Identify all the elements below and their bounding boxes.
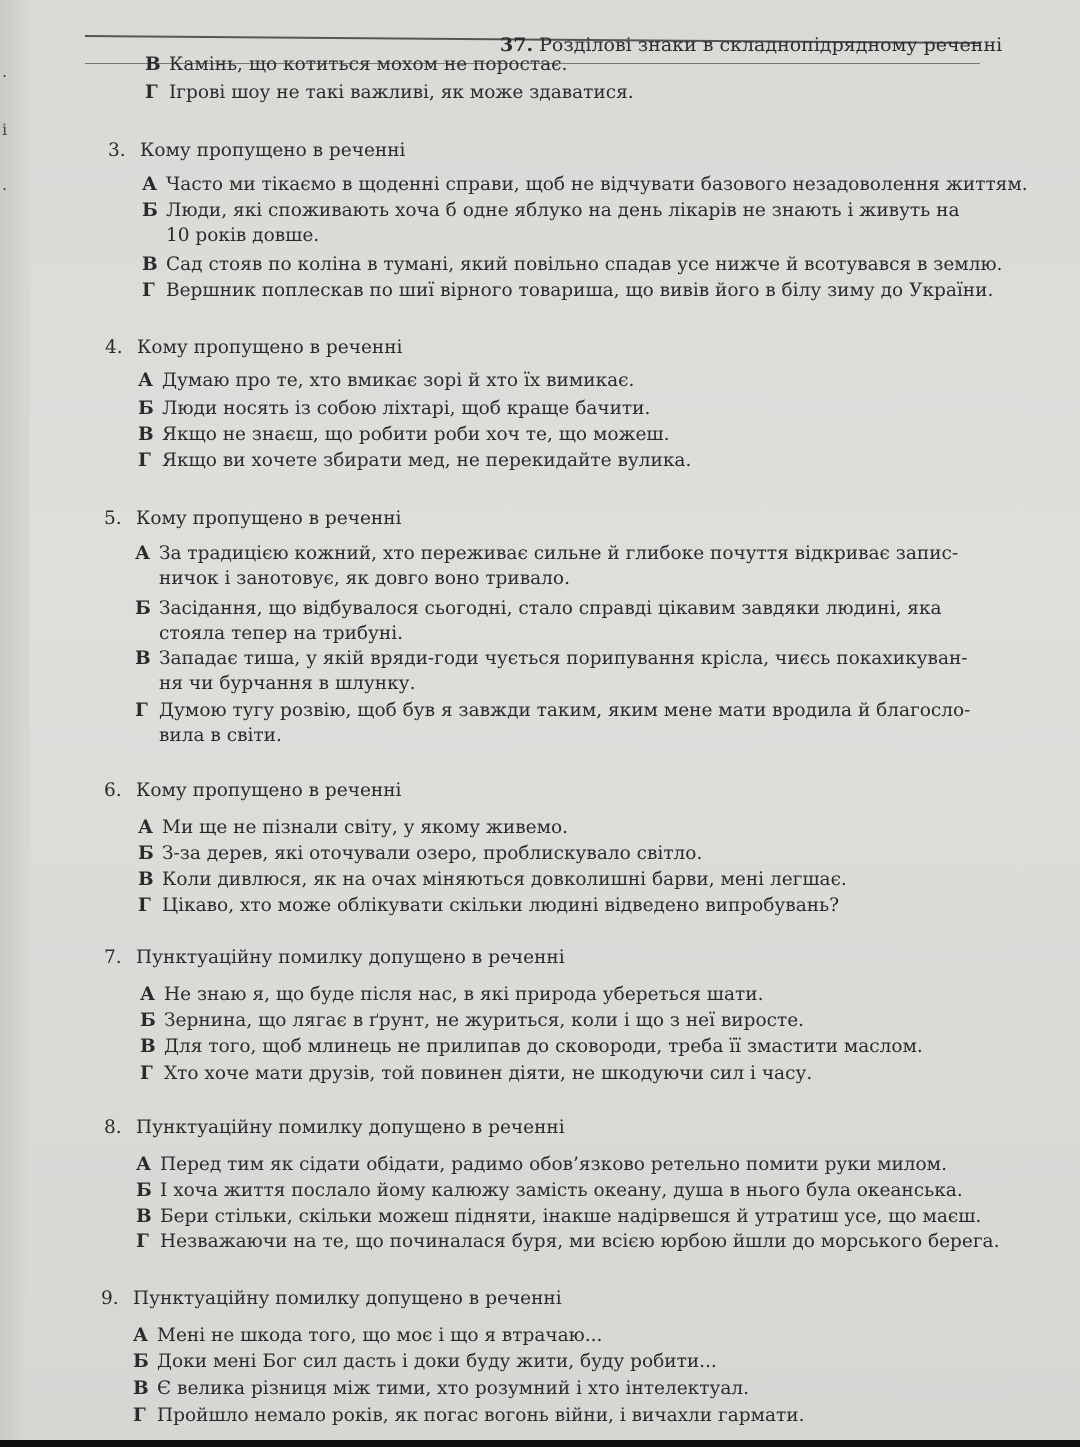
question-prompt: Кому пропущено в реченні xyxy=(136,508,402,529)
option-line: І хоча життя послало йому калюжу замість океану, душа в нього була океанська. xyxy=(160,1180,963,1201)
question-number: 8. xyxy=(104,1117,122,1138)
option-text xyxy=(133,1349,717,1374)
answer-option xyxy=(136,1152,947,1177)
screen-bottom-bar xyxy=(0,1440,1080,1447)
option-line: Якщо не знаєш, що робити роби хоч те, що можеш. xyxy=(162,424,670,445)
option-text xyxy=(133,1376,749,1401)
option-letter: Б xyxy=(138,843,154,864)
answer-option xyxy=(138,893,839,918)
option-line: Мені не шкода того, що моє і що я втрачаю... xyxy=(157,1325,603,1346)
question-prompt: Кому пропущено в реченні xyxy=(140,140,406,161)
option-line: Пройшло немало років, як погас вогонь війни, і вичахли гармати. xyxy=(157,1405,805,1426)
option-text xyxy=(142,172,1028,197)
option-text xyxy=(133,1323,602,1348)
option-text xyxy=(133,1403,804,1428)
option-line: Цікаво, хто може облікувати скільки людині відведено випробувань? xyxy=(162,895,840,916)
option-letter: В xyxy=(133,1378,149,1399)
answer-option xyxy=(142,198,960,248)
option-text xyxy=(140,982,763,1007)
option-line: Засідання, що відбувалося сьогодні, стало справді цікавим завдяки людині, яка xyxy=(159,598,942,619)
section-title: Розділові знаки в складнопідрядному реченні xyxy=(539,34,1003,56)
option-letter: А xyxy=(142,174,158,195)
option-line: Якщо ви хочете збирати мед, не перекидайте вулика. xyxy=(162,450,692,471)
option-text xyxy=(136,1204,981,1229)
question-prompt: Пунктуаційну помилку допущено в реченні xyxy=(136,947,565,968)
option-line: 10 років довше. xyxy=(166,225,320,246)
option-text xyxy=(136,1152,947,1177)
option-letter: Б xyxy=(133,1351,149,1372)
answer-option xyxy=(145,52,567,77)
answer-option xyxy=(135,646,968,696)
question-heading xyxy=(108,140,405,161)
option-text xyxy=(138,448,691,473)
option-text xyxy=(138,815,568,840)
option-letter: Г xyxy=(136,1231,149,1252)
answer-option xyxy=(138,422,670,447)
option-line: Доки мені Бог сил дасть і доки буду жити, буду робити... xyxy=(157,1351,717,1372)
option-line: Сад стояв по коліна в тумані, який повільно спадав усе нижче й всотувався в землю. xyxy=(166,254,1003,275)
option-letter: Г xyxy=(138,895,151,916)
answer-option xyxy=(142,278,993,303)
option-line: Не знаю я, що буде після нас, в які природа убереться шати. xyxy=(164,984,764,1005)
option-line: вила в світи. xyxy=(159,725,282,746)
option-line: Коли дивлюся, як на очах міняються довколишні барви, мені легшає. xyxy=(162,869,847,890)
option-letter: В xyxy=(135,648,151,669)
option-line: стояла тепер на трибуні. xyxy=(159,623,404,644)
question-heading xyxy=(104,508,401,529)
option-letter: В xyxy=(142,254,158,275)
option-text xyxy=(142,252,1002,277)
question-number: 5. xyxy=(104,508,122,529)
answer-option xyxy=(138,841,702,866)
question-prompt: Кому пропущено в реченні xyxy=(137,337,403,358)
option-letter: А xyxy=(138,370,154,391)
option-text xyxy=(140,1008,804,1033)
answer-option xyxy=(133,1403,804,1428)
option-line: Часто ми тікаємо в щоденні справи, щоб не відчувати базового незадоволення життям. xyxy=(166,174,1028,195)
option-text xyxy=(135,698,970,748)
option-letter: В xyxy=(145,54,161,75)
option-letter: Г xyxy=(138,450,151,471)
answer-option xyxy=(142,172,1028,197)
option-letter: Б xyxy=(140,1010,156,1031)
option-letter: Г xyxy=(145,82,158,103)
answer-option xyxy=(133,1376,749,1401)
margin-mark: і xyxy=(2,120,8,139)
option-line: Зернина, що лягає в ґрунт, не журиться, коли і що з неї виросте. xyxy=(164,1010,805,1031)
answer-option xyxy=(138,815,568,840)
option-text: Ігрові шоу не такі важливі, як може здаватися. xyxy=(169,82,634,103)
option-line: ничок і занотовує, як довго воно тривало. xyxy=(159,568,570,589)
option-letter: Б xyxy=(135,598,151,619)
option-letter: Б xyxy=(142,200,158,221)
answer-option xyxy=(133,1349,717,1374)
option-letter: Б xyxy=(138,398,154,419)
option-text xyxy=(138,841,702,866)
question-number: 7. xyxy=(104,947,122,968)
answer-option xyxy=(138,368,634,393)
question-heading xyxy=(101,1288,562,1309)
option-text xyxy=(135,541,958,591)
option-text xyxy=(142,278,993,303)
option-text xyxy=(138,867,847,892)
option-letter: А xyxy=(140,984,156,1005)
question-number: 4. xyxy=(105,337,123,358)
option-text xyxy=(142,198,960,248)
answer-option xyxy=(138,448,691,473)
margin-mark: . xyxy=(2,175,8,194)
section-number: 37. xyxy=(500,34,534,56)
option-text xyxy=(136,1178,963,1203)
option-letter: Г xyxy=(140,1063,153,1084)
answer-option xyxy=(135,541,958,591)
option-letter: А xyxy=(138,817,154,838)
option-line: Ми ще не пізнали світу, у якому живемо. xyxy=(162,817,568,838)
question-heading xyxy=(104,780,401,801)
option-letter: А xyxy=(133,1325,149,1346)
option-line: Западає тиша, у якій вряди-годи чується порипування крісла, чиєсь покахикуван- xyxy=(159,648,968,669)
answer-option xyxy=(136,1229,999,1254)
option-text xyxy=(138,368,634,393)
option-letter: В xyxy=(138,869,154,890)
option-line: Незважаючи на те, що починалася буря, ми всією юрбою йшли до морського берега. xyxy=(160,1231,1000,1252)
margin-mark: . xyxy=(2,62,8,81)
option-text xyxy=(136,1229,999,1254)
option-letter: А xyxy=(136,1154,152,1175)
question-prompt: Пунктуаційну помилку допущено в реченні xyxy=(133,1288,562,1309)
answer-option xyxy=(142,252,1002,277)
option-line: Люди носять із собою ліхтарі, щоб краще бачити. xyxy=(162,398,651,419)
answer-option xyxy=(133,1323,602,1348)
question-heading xyxy=(104,947,565,968)
question-number: 9. xyxy=(101,1288,119,1309)
option-text xyxy=(135,596,942,646)
option-letter: А xyxy=(135,543,151,564)
answer-option xyxy=(135,698,970,748)
option-text xyxy=(138,396,650,421)
option-letter: Г xyxy=(133,1405,146,1426)
question-prompt: Кому пропущено в реченні xyxy=(136,780,402,801)
option-line: Для того, щоб млинець не прилипав до сковороди, треба її змастити маслом. xyxy=(164,1036,923,1057)
question-prompt: Пунктуаційну помилку допущено в реченні xyxy=(136,1117,565,1138)
option-letter: Г xyxy=(142,280,155,301)
question-heading xyxy=(104,1117,565,1138)
option-line: За традицією кожний, хто переживає сильне й глибоке почуття відкриває запис- xyxy=(159,543,959,564)
option-text xyxy=(138,422,670,447)
option-letter: Г xyxy=(135,700,148,721)
answer-option xyxy=(135,596,942,646)
question-heading xyxy=(105,337,402,358)
option-letter: В xyxy=(136,1206,152,1227)
answer-option xyxy=(140,1034,923,1059)
previous-page-edge xyxy=(0,0,30,1440)
option-letter: Б xyxy=(136,1180,152,1201)
option-letter: В xyxy=(138,424,154,445)
option-line: Вершник поплескав по шиї вірного товариша, що вивів його в білу зиму до України. xyxy=(166,280,994,301)
option-text xyxy=(135,646,968,696)
option-text xyxy=(140,1061,812,1086)
option-line: Хто хоче мати друзів, той повинен діяти, не шкодуючи сил і часу. xyxy=(164,1063,813,1084)
answer-option xyxy=(138,867,847,892)
option-text: Камінь, що котиться мохом не поростає. xyxy=(169,54,568,75)
answer-option xyxy=(138,396,650,421)
question-number: 3. xyxy=(108,140,126,161)
option-line: ня чи бурчання в шлунку. xyxy=(159,673,416,694)
answer-option xyxy=(140,1008,804,1033)
answer-option xyxy=(140,1061,812,1086)
option-line: З-за дерев, які оточували озеро, проблискувало світло. xyxy=(162,843,703,864)
question-number: 6. xyxy=(104,780,122,801)
answer-option xyxy=(136,1204,981,1229)
option-line: Думою тугу розвію, щоб був я завжди таким, яким мене мати вродила й благосло- xyxy=(159,700,971,721)
option-letter: В xyxy=(140,1036,156,1057)
running-header xyxy=(500,34,1002,56)
answer-option xyxy=(136,1178,963,1203)
option-line: Є велика різниця між тими, хто розумний і хто інтелектуал. xyxy=(157,1378,750,1399)
option-line: Думаю про те, хто вмикає зорі й хто їх вимикає. xyxy=(162,370,635,391)
answer-option xyxy=(145,80,634,105)
option-text xyxy=(138,893,839,918)
answer-option xyxy=(140,982,763,1007)
option-line: Бери стільки, скільки можеш підняти, інакше надірвешся й утратиш усе, що маєш. xyxy=(160,1206,982,1227)
option-line: Люди, які споживають хоча б одне яблуко на день лікарів не знають і живуть на xyxy=(166,200,960,221)
option-text xyxy=(140,1034,923,1059)
option-line: Перед тим як сідати обідати, радимо обов’язково ретельно помити руки милом. xyxy=(160,1154,947,1175)
